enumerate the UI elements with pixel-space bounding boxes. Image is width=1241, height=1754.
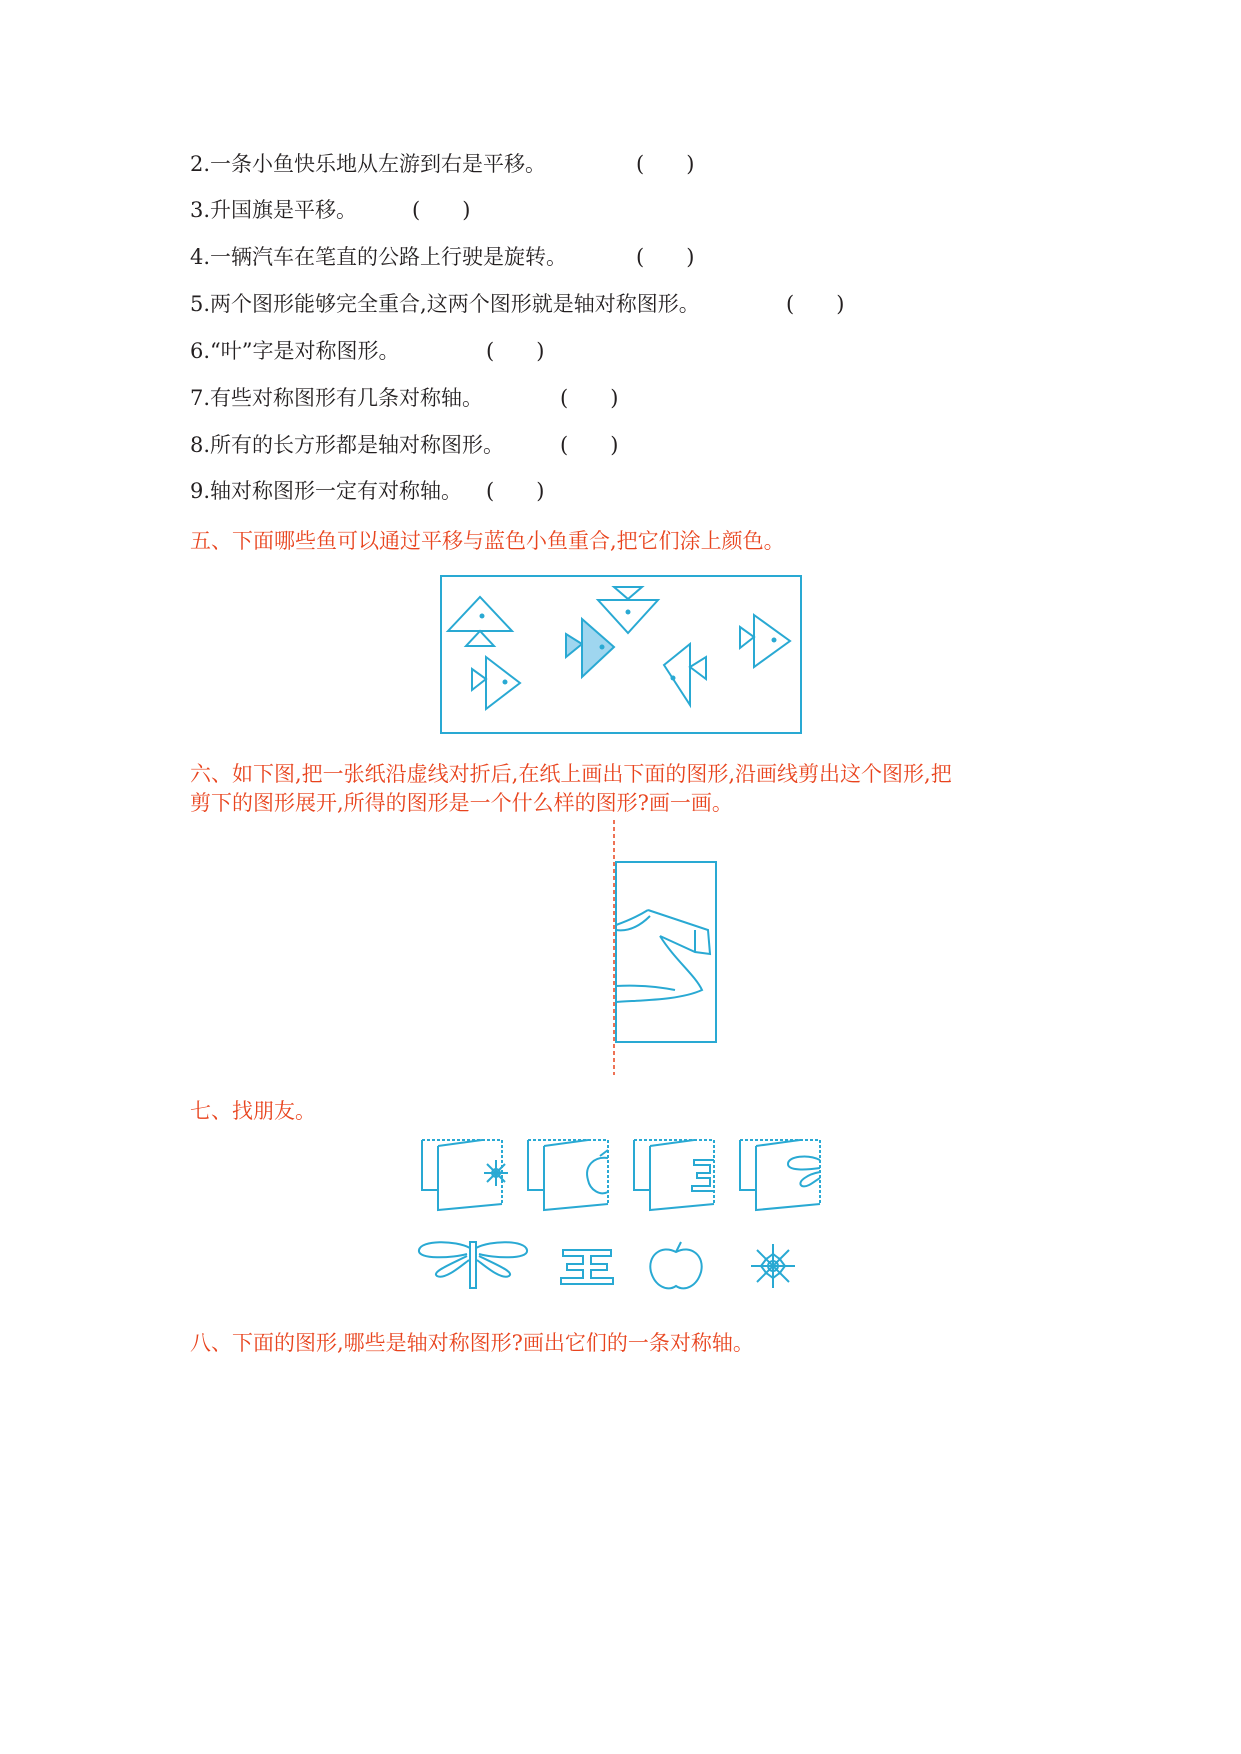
folded-paper-icon[interactable] <box>528 1140 608 1210</box>
snowflake-icon <box>484 1160 508 1186</box>
question-text: “叶”字是对称图形。 <box>210 339 400 363</box>
question-text: 两个图形能够完全重合,这两个图形就是轴对称图形。 <box>210 292 700 316</box>
answer-blank[interactable]: ( ) <box>486 479 545 503</box>
answer-blank[interactable]: ( ) <box>560 433 619 457</box>
answer-blank[interactable]: ( ) <box>486 339 545 363</box>
question-number: 4. <box>190 245 211 269</box>
question-text: 有些对称图形有几条对称轴。 <box>210 386 484 410</box>
question-number: 7. <box>190 386 211 410</box>
fish-icon[interactable] <box>740 615 790 667</box>
question-number: 6. <box>190 339 211 363</box>
question-number: 9. <box>190 479 211 503</box>
question-3 <box>190 196 471 224</box>
section-seven-title: 七、找朋友。 <box>190 1099 316 1123</box>
fish-icon[interactable] <box>448 597 512 646</box>
question-6 <box>190 337 545 365</box>
snowflake-icon[interactable] <box>751 1244 795 1288</box>
question-2 <box>190 150 695 178</box>
folded-cards-row <box>420 1138 820 1213</box>
answer-blank[interactable]: ( ) <box>786 292 845 316</box>
answer-blank[interactable]: ( ) <box>412 198 471 222</box>
question-8 <box>190 431 619 459</box>
apple-icon[interactable] <box>650 1242 701 1288</box>
folded-paper-icon[interactable] <box>740 1140 820 1210</box>
dragonfly-icon <box>788 1157 820 1187</box>
question-text: 一条小鱼快乐地从左游到右是平移。 <box>210 152 547 176</box>
apple-icon <box>587 1150 608 1193</box>
shirt-half-icon <box>616 910 710 1002</box>
dragonfly-icon[interactable] <box>419 1242 527 1288</box>
wang-character-icon[interactable] <box>561 1250 613 1284</box>
section-eight-title: 八、下面的图形,哪些是轴对称图形?画出它们的一条对称轴。 <box>190 1331 754 1355</box>
shapes-row <box>415 1236 815 1296</box>
question-5 <box>190 290 845 318</box>
question-number: 3. <box>190 198 211 222</box>
answer-blank[interactable]: ( ) <box>560 386 619 410</box>
wang-character-icon <box>692 1160 714 1191</box>
fish-icon[interactable] <box>664 644 706 705</box>
question-text: 一辆汽车在笔直的公路上行驶是旋转。 <box>210 245 568 269</box>
section-six-title-line2: 剪下的图形展开,所得的图形是一个什么样的图形?画一画。 <box>190 791 733 815</box>
fish-icon[interactable] <box>472 657 520 709</box>
section-six-title-line1: 六、如下图,把一张纸沿虚线对折后,在纸上画出下面的图形,沿画线剪出这个图形,把 <box>190 762 952 786</box>
question-text: 轴对称图形一定有对称轴。 <box>210 479 463 503</box>
answer-blank[interactable]: ( ) <box>636 245 695 269</box>
folded-paper-icon[interactable] <box>422 1140 508 1210</box>
question-4 <box>190 243 695 271</box>
question-text: 所有的长方形都是轴对称图形。 <box>210 433 505 457</box>
folded-paper-icon[interactable] <box>634 1140 714 1210</box>
section-five-title: 五、下面哪些鱼可以通过平移与蓝色小鱼重合,把它们涂上颜色。 <box>190 529 785 553</box>
fish-panel <box>440 575 802 735</box>
fish-icon[interactable] <box>566 619 614 677</box>
question-9 <box>190 477 545 505</box>
folded-paper-figure <box>600 820 730 1075</box>
question-number: 8. <box>190 433 211 457</box>
question-text: 升国旗是平移。 <box>210 198 358 222</box>
question-7 <box>190 384 619 412</box>
question-number: 5. <box>190 292 211 316</box>
answer-blank[interactable]: ( ) <box>636 152 695 176</box>
question-number: 2. <box>190 152 211 176</box>
fish-icon[interactable] <box>598 587 658 633</box>
